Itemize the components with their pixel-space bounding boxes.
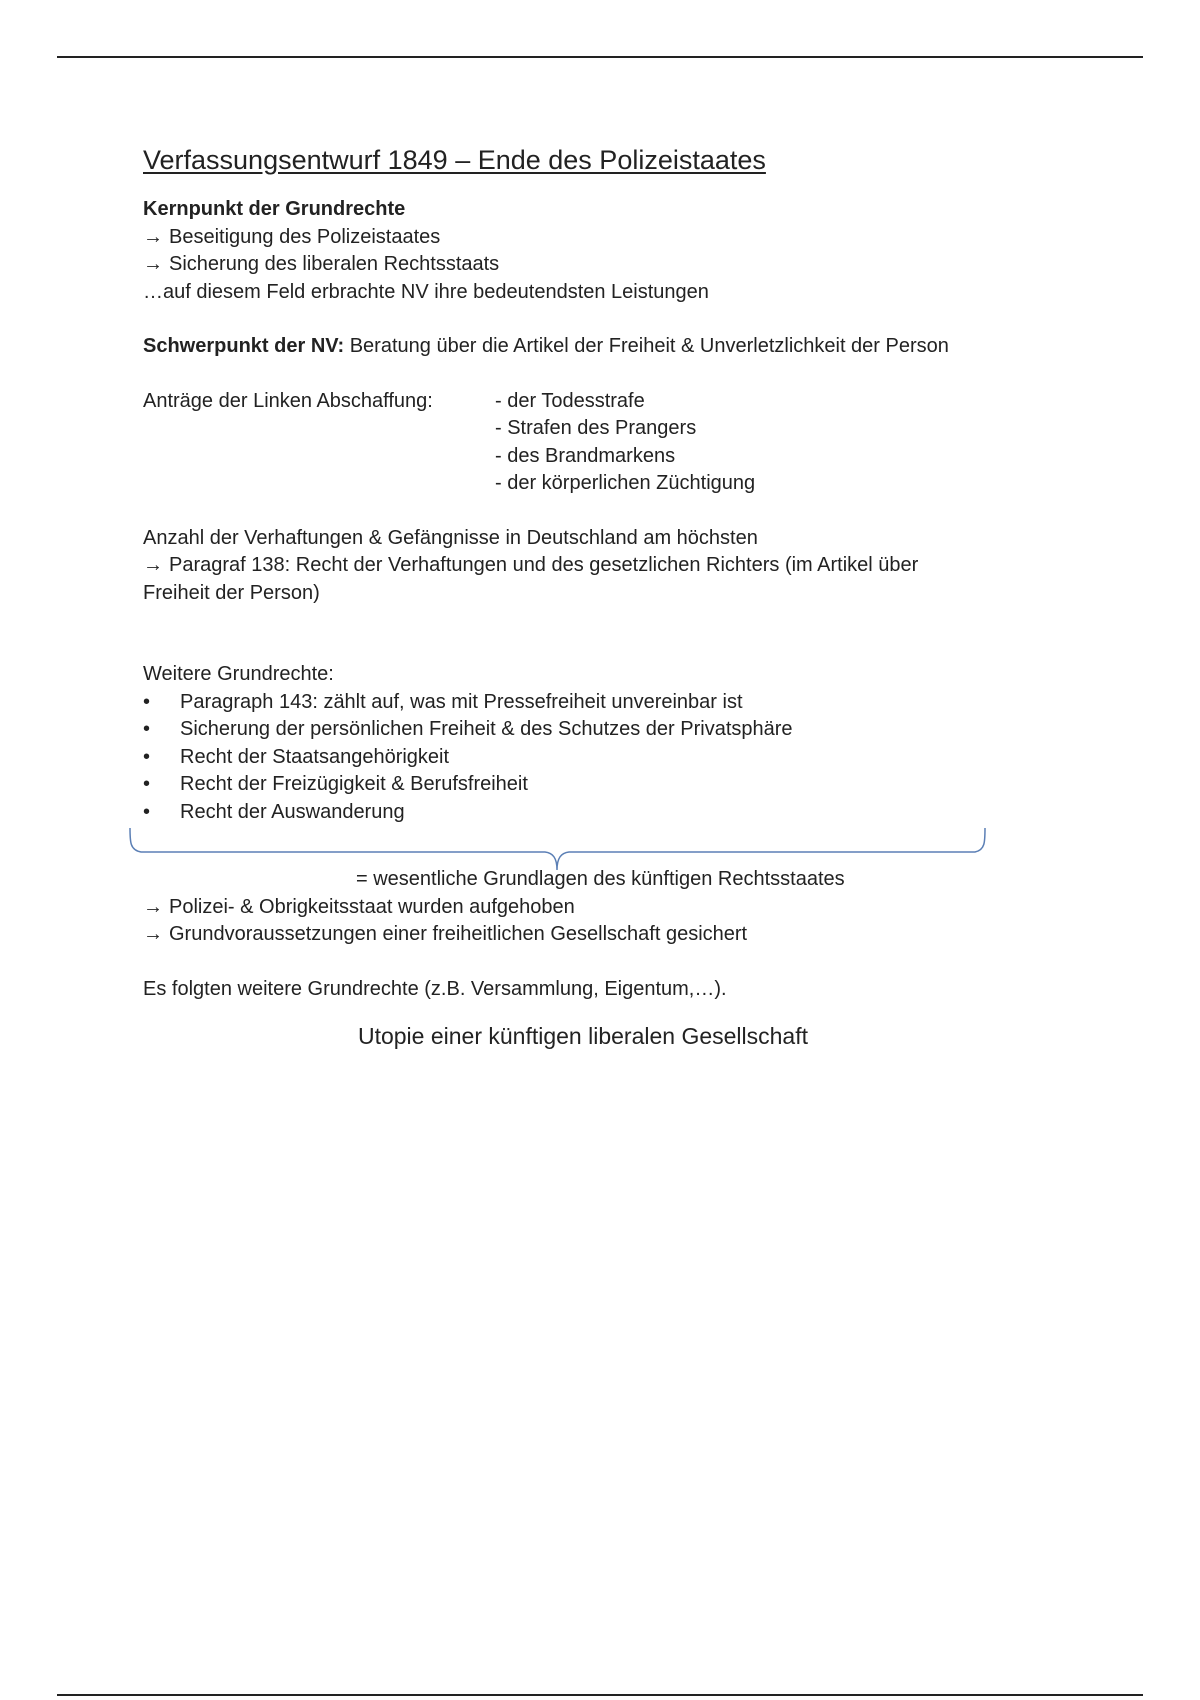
kern-line: → Sicherung des liberalen Rechtsstaats — [143, 251, 1083, 279]
antraege-label: Anträge der Linken Abschaffung: — [143, 389, 433, 412]
list-item: • Sicherung der persönlichen Freiheit & des Schutzes der Privatsphäre — [143, 716, 1083, 744]
paragraf-138-continuation: Freiheit der Person) — [143, 581, 320, 604]
antraege-item: - Strafen des Prangers — [495, 417, 697, 439]
curly-brace — [127, 826, 1083, 888]
equals-line: = wesentliche Grundlagen des künftigen Rechtsstaates — [356, 868, 845, 890]
summary-line: → Polizei- & Obrigkeitsstaat wurden aufgehoben — [143, 894, 1083, 922]
top-rule — [57, 56, 1143, 58]
kern-line: → Beseitigung des Polizeistaates — [143, 224, 1083, 252]
document-page — [143, 140, 1083, 1051]
antraege-item: - der körperlichen Züchtigung — [495, 472, 756, 494]
list-item: • Recht der Staatsangehörigkeit — [143, 744, 1083, 772]
bottom-rule — [57, 1694, 1143, 1696]
antraege-list — [495, 388, 755, 498]
antraege-item: - des Brandmarkens — [495, 444, 676, 467]
summary-line: → Grundvoraussetzungen einer freiheitlichen Gesellschaft gesichert — [143, 921, 1083, 949]
paragraf-138-line: → Paragraf 138: Recht der Verhaftungen und des gesetzlichen Richters (im Artikel über — [143, 552, 1083, 580]
closing-line: Utopie einer künftigen liberalen Gesellschaft — [357, 1023, 809, 1049]
schwerpunkt-paragraph — [143, 333, 1083, 361]
antraege-block — [143, 388, 1083, 498]
kern-note: …auf diesem Feld erbrachte NV ihre bedeutendsten Leistungen — [143, 280, 709, 303]
list-item: • Recht der Freizügigkeit & Berufsfreiheit — [143, 771, 1083, 799]
verhaftungen-line: Anzahl der Verhaftungen & Gefängnisse in Deutschland am höchsten — [143, 526, 758, 549]
antraege-item: - der Todesstrafe — [495, 389, 645, 412]
list-item: • Recht der Auswanderung — [143, 799, 1083, 827]
folgen-line: Es folgten weitere Grundrechte (z.B. Versammlung, Eigentum,…). — [143, 977, 727, 1000]
curly-brace-icon — [127, 826, 999, 888]
page-title: Verfassungsentwurf 1849 – Ende des Polizeistaates — [143, 145, 766, 175]
kern-heading: Kernpunkt der Grundrechte — [143, 198, 406, 220]
schwerpunkt-text: Beratung über die Artikel der Freiheit & Unverletzlichkeit der Person — [344, 335, 949, 357]
weitere-list — [143, 689, 1083, 827]
schwerpunkt-label: Schwerpunkt der NV: — [143, 335, 345, 357]
weitere-heading: Weitere Grundrechte: — [143, 663, 334, 685]
list-item: • Paragraph 143: zählt auf, was mit Pressefreiheit unvereinbar ist — [143, 689, 1083, 717]
